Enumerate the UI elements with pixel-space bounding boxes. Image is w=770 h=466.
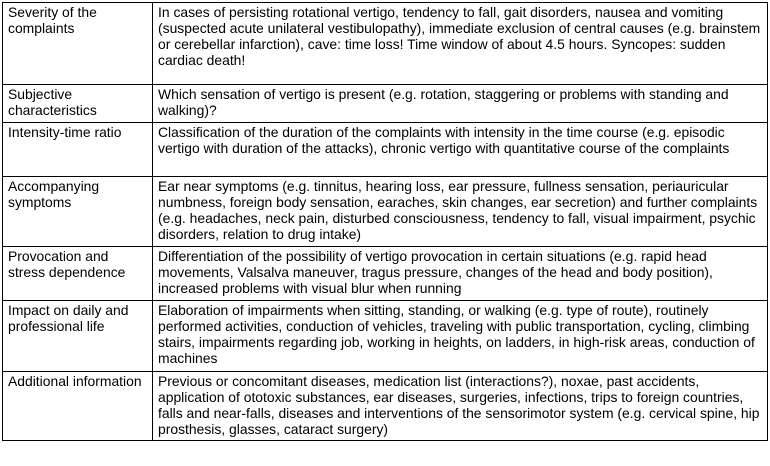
row-description: Ear near symptoms (e.g. tinnitus, hearing loss, ear pressure, fullness sensation, periauricular numbness, foreign body sensation, earaches, skin changes, ear secretion) and further complaints (e.g. headaches, neck pain, disturbed consciousness, tendency to fall, visual impairment, psychic disorders, relation to drug intake) — [153, 177, 768, 247]
row-label: Accompanying symptoms — [3, 177, 153, 247]
row-description: Classification of the duration of the complaints with intensity in the time course (e.g. episodic vertigo with duration of the attacks), chronic vertigo with quantitative course of the complaints — [153, 123, 768, 177]
table-row — [3, 177, 768, 247]
row-description: Differentiation of the possibility of vertigo provocation in certain situations (e.g. rapid head movements, Valsalva maneuver, tragus pressure, changes of the head and body position), increased problems with visual blur when running — [153, 247, 768, 301]
table-row — [3, 301, 768, 372]
row-description: Elaboration of impairments when sitting, standing, or walking (e.g. type of route), routinely performed activities, conduction of vehicles, traveling with public transportation, cycling, climbing stairs, impairments regarding job, working in heights, on ladders, in high-risk areas, conduction of machines — [153, 301, 768, 372]
table-row — [3, 3, 768, 85]
row-label: Intensity-time ratio — [3, 123, 153, 177]
history-table — [2, 2, 768, 441]
table-row — [3, 123, 768, 177]
row-description: In cases of persisting rotational vertigo, tendency to fall, gait disorders, nausea and vomiting (suspected acute unilateral vestibulopathy), immediate exclusion of central causes (e.g. brainstem or cerebellar infarction), cave: time loss! Time window of about 4.5 hours. Syncopes: sudden cardiac death! — [153, 3, 768, 85]
row-description: Previous or concomitant diseases, medication list (interactions?), noxae, past accidents, application of ototoxic substances, ear diseases, surgeries, infections, trips to foreign countries, falls and near-falls, diseases and interventions of the sensorimotor system (e.g. cervical spine, hip prosthesis, glasses, cataract surgery) — [153, 372, 768, 441]
row-label: Impact on daily and professional life — [3, 301, 153, 372]
row-description: Which sensation of vertigo is present (e.g. rotation, staggering or problems with standing and walking)? — [153, 85, 768, 123]
row-label: Severity of the complaints — [3, 3, 153, 85]
row-label: Subjective characteristics — [3, 85, 153, 123]
row-label: Additional information — [3, 372, 153, 441]
table-row — [3, 372, 768, 441]
table-row — [3, 85, 768, 123]
row-label: Provocation and stress dependence — [3, 247, 153, 301]
table-row — [3, 247, 768, 301]
